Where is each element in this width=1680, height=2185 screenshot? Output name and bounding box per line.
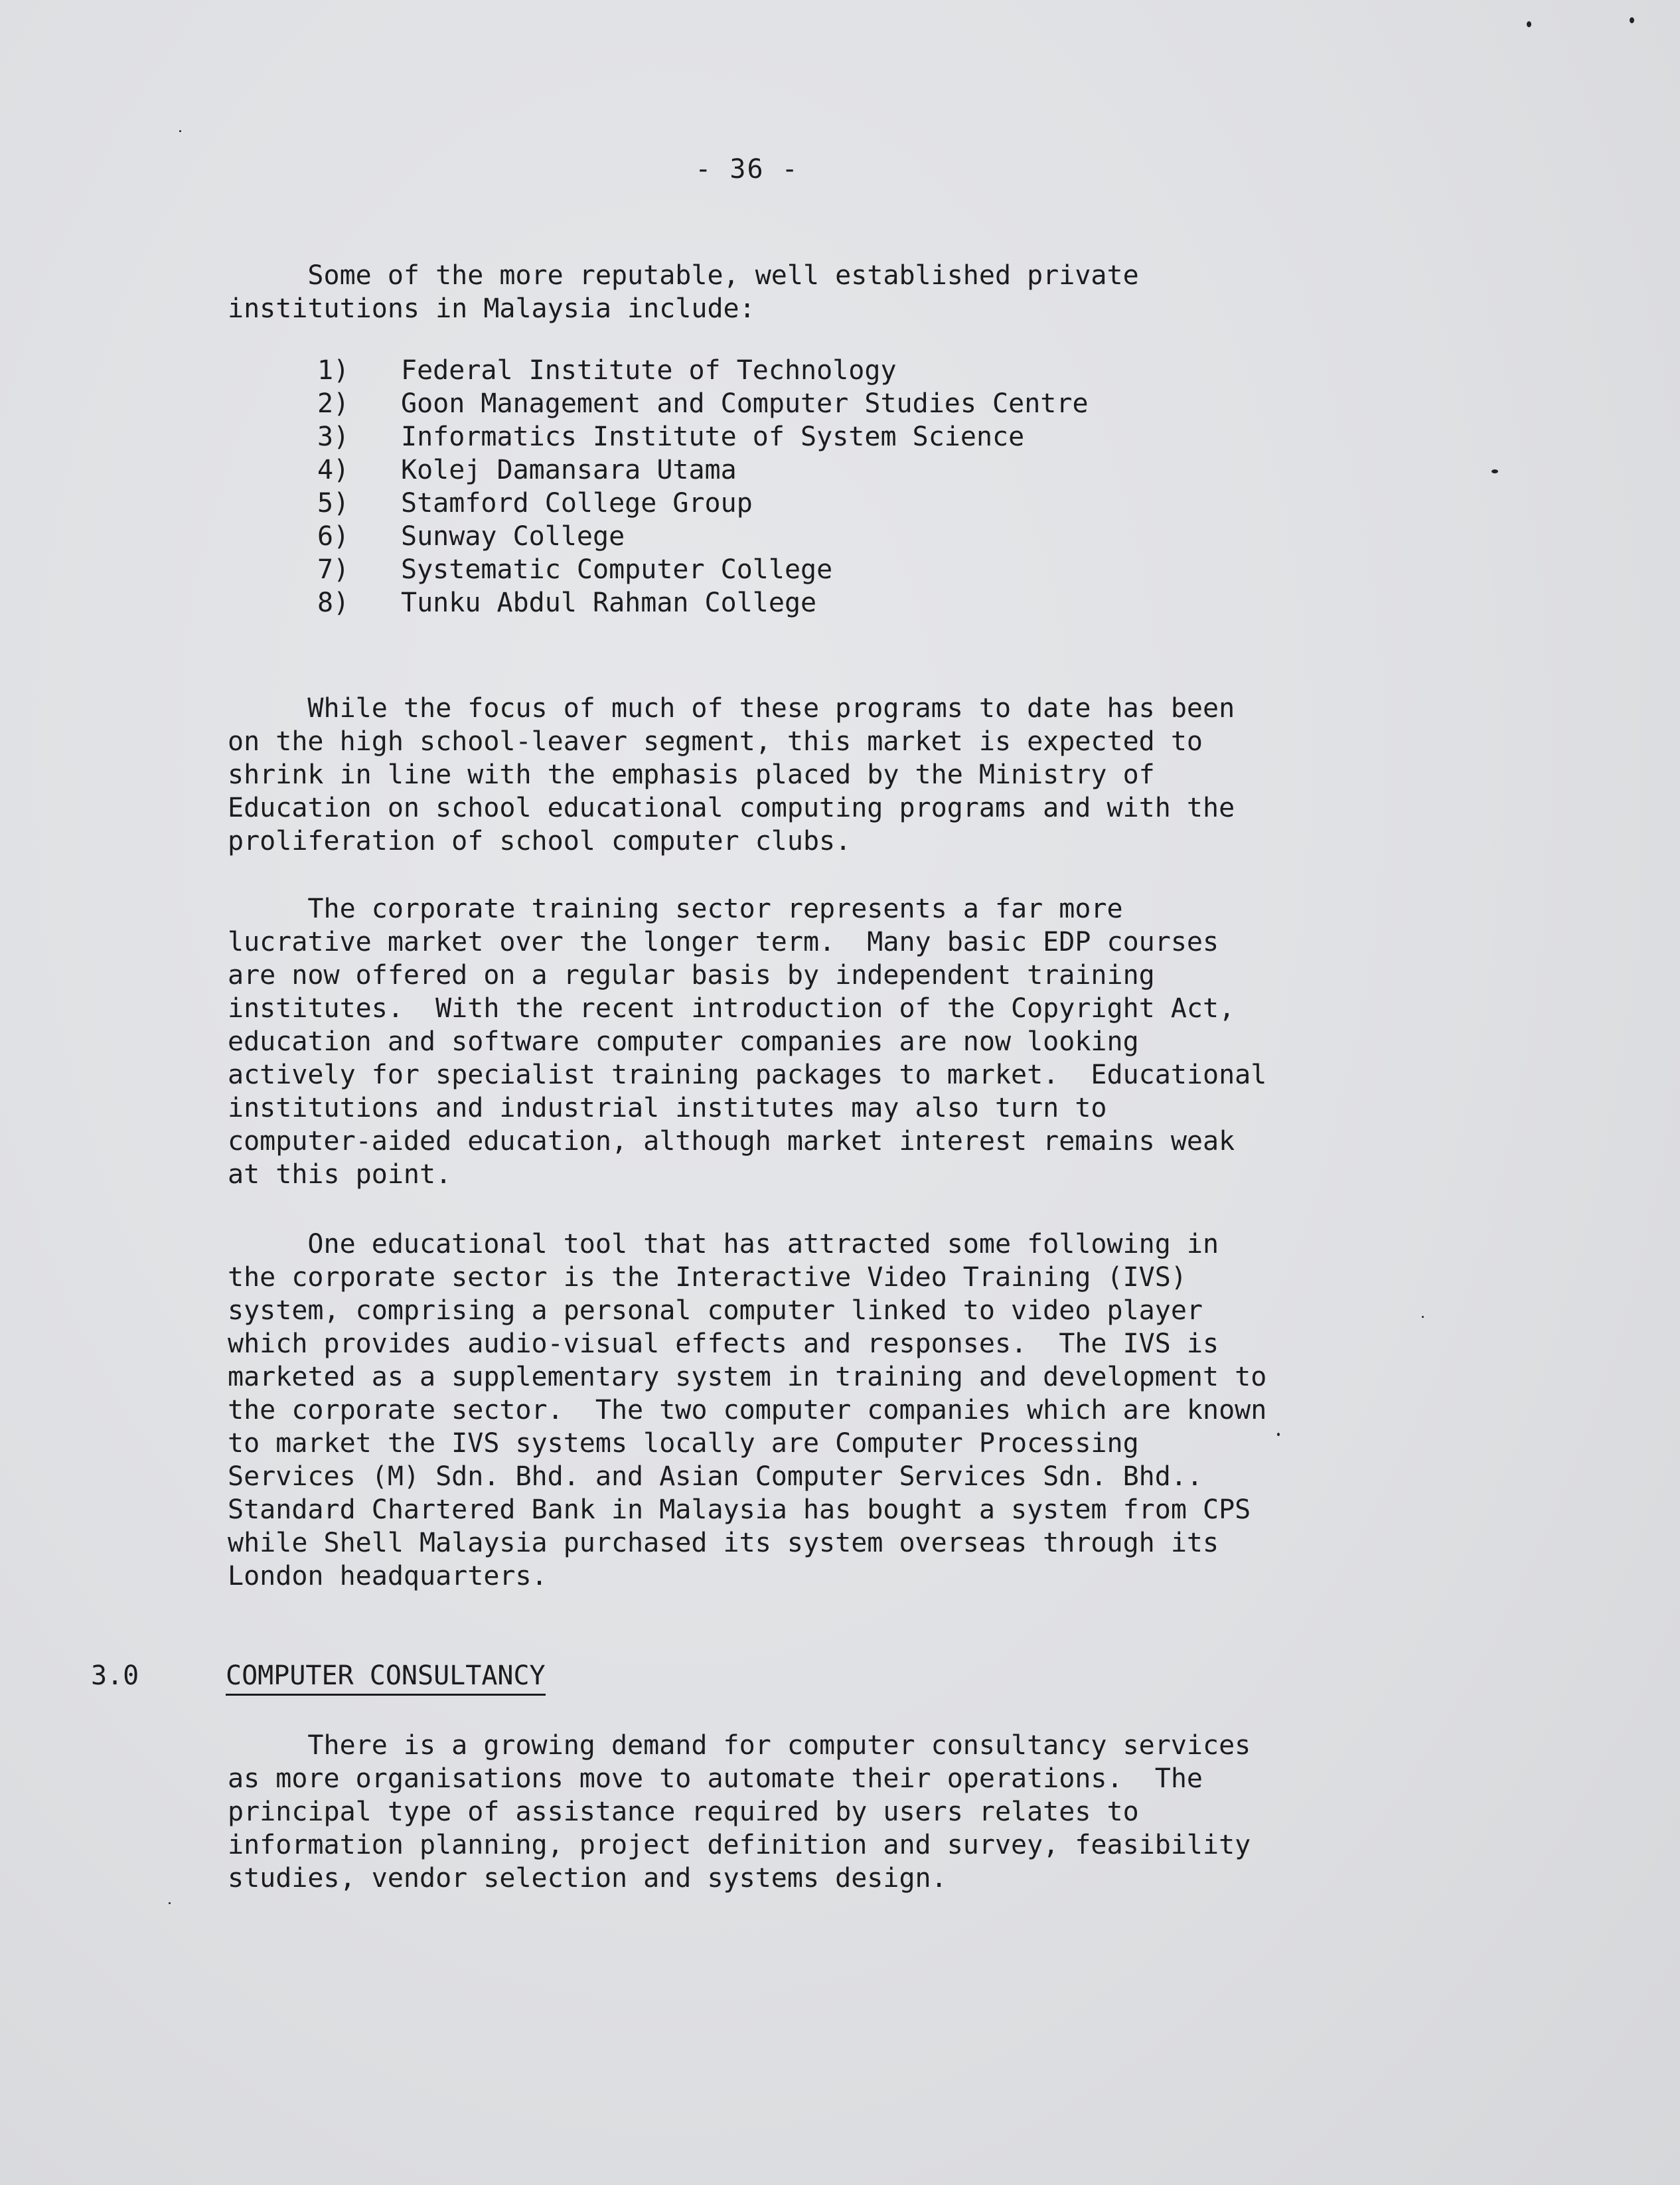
paragraph-line: to market the IVS systems locally are Computer Processing [228, 1428, 1139, 1459]
institution-name: Stamford College Group [401, 488, 753, 519]
paragraph-school-leaver [228, 692, 1330, 858]
paragraph-line: institutions and industrial institutes may also turn to [228, 1093, 1107, 1123]
institution-name: Goon Management and Computer Studies Centre [401, 388, 1089, 419]
section-number: 3.0 [91, 1660, 139, 1691]
list-item [317, 420, 1089, 453]
scan-speck [179, 130, 181, 132]
paragraph-line: proliferation of school computer clubs. [228, 826, 852, 856]
list-number: 8) [317, 588, 350, 618]
paragraph-line: While the focus of much of these programs to date has been [228, 693, 1235, 724]
paragraph-line: London headquarters. [228, 1561, 548, 1591]
list-item [317, 586, 1089, 619]
list-number: 7) [317, 554, 350, 585]
scan-speck [169, 1902, 171, 1904]
institution-name: Kolej Damansara Utama [401, 455, 737, 485]
paragraph-line: at this point. [228, 1159, 452, 1190]
paragraph-line: while Shell Malaysia purchased its system overseas through its [228, 1528, 1219, 1558]
page-number: - 36 - [695, 154, 799, 185]
paragraph-line: The corporate training sector represents a far more [228, 894, 1123, 924]
institution-name: Federal Institute of Technology [401, 355, 897, 386]
institution-list [317, 354, 1089, 619]
paragraph-line: the corporate sector. The two computer companies which are known [228, 1395, 1267, 1425]
paragraph-ivs [228, 1228, 1330, 1593]
paragraph-line: institutes. With the recent introduction of the Copyright Act, [228, 993, 1235, 1024]
paragraph-line: education and software computer companies are now looking [228, 1026, 1139, 1057]
list-item [317, 520, 1089, 553]
institution-name: Tunku Abdul Rahman College [401, 588, 817, 618]
list-item [317, 453, 1089, 487]
paragraph-line: shrink in line with the emphasis placed by the Ministry of [228, 760, 1155, 790]
paragraph-line: are now offered on a regular basis by independent training [228, 960, 1155, 991]
list-item [317, 553, 1089, 586]
paragraph-line: which provides audio-visual effects and responses. The IVS is [228, 1329, 1219, 1359]
list-number: 5) [317, 488, 350, 519]
scan-speck [1527, 21, 1531, 27]
scan-speck [1277, 1433, 1280, 1436]
scan-speck [1422, 1316, 1424, 1318]
paragraph-line: actively for specialist training packages to market. Educational [228, 1060, 1267, 1090]
paragraph-line: Some of the more reputable, well established private [228, 260, 1139, 291]
paragraph-line: system, comprising a personal computer linked to video player [228, 1295, 1203, 1326]
institution-name: Sunway College [401, 521, 625, 552]
list-item [317, 354, 1089, 387]
paragraph-line: There is a growing demand for computer consultancy services [228, 1730, 1251, 1761]
paragraph-line: marketed as a supplementary system in training and development to [228, 1362, 1267, 1392]
list-number: 6) [317, 521, 350, 552]
paragraph-line: Services (M) Sdn. Bhd. and Asian Computer Services Sdn. Bhd.. [228, 1461, 1203, 1492]
paragraph-corporate-training [228, 892, 1330, 1191]
scan-speck [1630, 17, 1634, 23]
paragraph-line: information planning, project definition and survey, feasibility [228, 1830, 1251, 1860]
scan-speck [1491, 469, 1498, 473]
list-item [317, 487, 1089, 520]
list-number: 2) [317, 388, 350, 419]
paragraph-line: studies, vendor selection and systems design. [228, 1863, 947, 1894]
list-item [317, 387, 1089, 420]
list-number: 3) [317, 422, 350, 452]
paragraph-line: lucrative market over the longer term. Many basic EDP courses [228, 927, 1219, 957]
intro-paragraph [228, 259, 1330, 325]
institution-name: Informatics Institute of System Science [401, 422, 1025, 452]
paragraph-consultancy [228, 1729, 1330, 1895]
paragraph-line: Education on school educational computing programs and with the [228, 793, 1235, 823]
paragraph-line: as more organisations move to automate their operations. The [228, 1763, 1203, 1794]
paragraph-line: One educational tool that has attracted some following in [228, 1229, 1219, 1259]
paragraph-line: Standard Chartered Bank in Malaysia has bought a system from CPS [228, 1495, 1251, 1525]
institution-name: Systematic Computer College [401, 554, 833, 585]
paragraph-line: institutions in Malaysia include: [228, 293, 755, 324]
section-heading: COMPUTER CONSULTANCY [226, 1659, 546, 1696]
paragraph-line: the corporate sector is the Interactive Video Training (IVS) [228, 1262, 1187, 1293]
list-number: 4) [317, 455, 350, 485]
list-number: 1) [317, 355, 350, 386]
paragraph-line: principal type of assistance required by users relates to [228, 1797, 1139, 1827]
paragraph-line: computer-aided education, although market interest remains weak [228, 1126, 1235, 1157]
paragraph-line: on the high school-leaver segment, this market is expected to [228, 726, 1203, 757]
